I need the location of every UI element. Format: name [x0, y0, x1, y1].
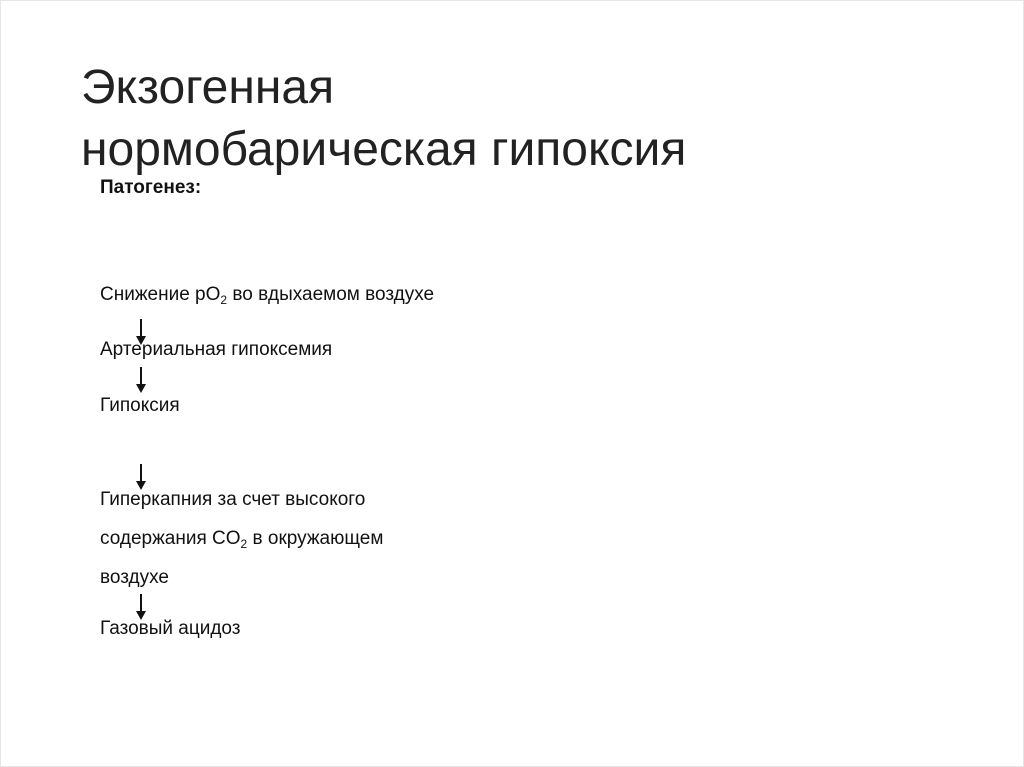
subtitle-pathogenesis: Патогенез:	[100, 177, 202, 198]
slide-title	[81, 57, 686, 181]
step-hypercapnia-line-1: Гиперкапния за счет высокого	[100, 489, 366, 510]
step-co2-subscript: 2	[240, 537, 248, 551]
step-hypercapnia-line-3: воздухе	[100, 567, 169, 588]
step-co2-text-post: в окружающем	[247, 528, 384, 549]
step-po2-text-pre: Снижение pO	[100, 284, 221, 305]
step-po2-subscript: 2	[220, 293, 228, 307]
title-line-1: Экзогенная	[81, 61, 335, 114]
step-co2-text-pre: содержания CO	[100, 528, 241, 549]
step-arterial-hypoxemia: Артериальная гипоксемия	[100, 339, 333, 360]
step-hypoxia: Гипоксия	[100, 395, 180, 416]
step-po2-text-post: во вдыхаемом воздухе	[227, 284, 435, 305]
title-line-2: нормобарическая гипоксия	[81, 123, 687, 176]
step-gas-acidosis: Газовый ацидоз	[100, 618, 241, 639]
arrow-down-icon	[134, 464, 148, 490]
arrow-down-icon	[134, 367, 148, 393]
step-hypercapnia-line-2	[100, 528, 383, 551]
arrow-down-icon	[134, 594, 148, 620]
step-po2-decrease	[100, 284, 434, 307]
